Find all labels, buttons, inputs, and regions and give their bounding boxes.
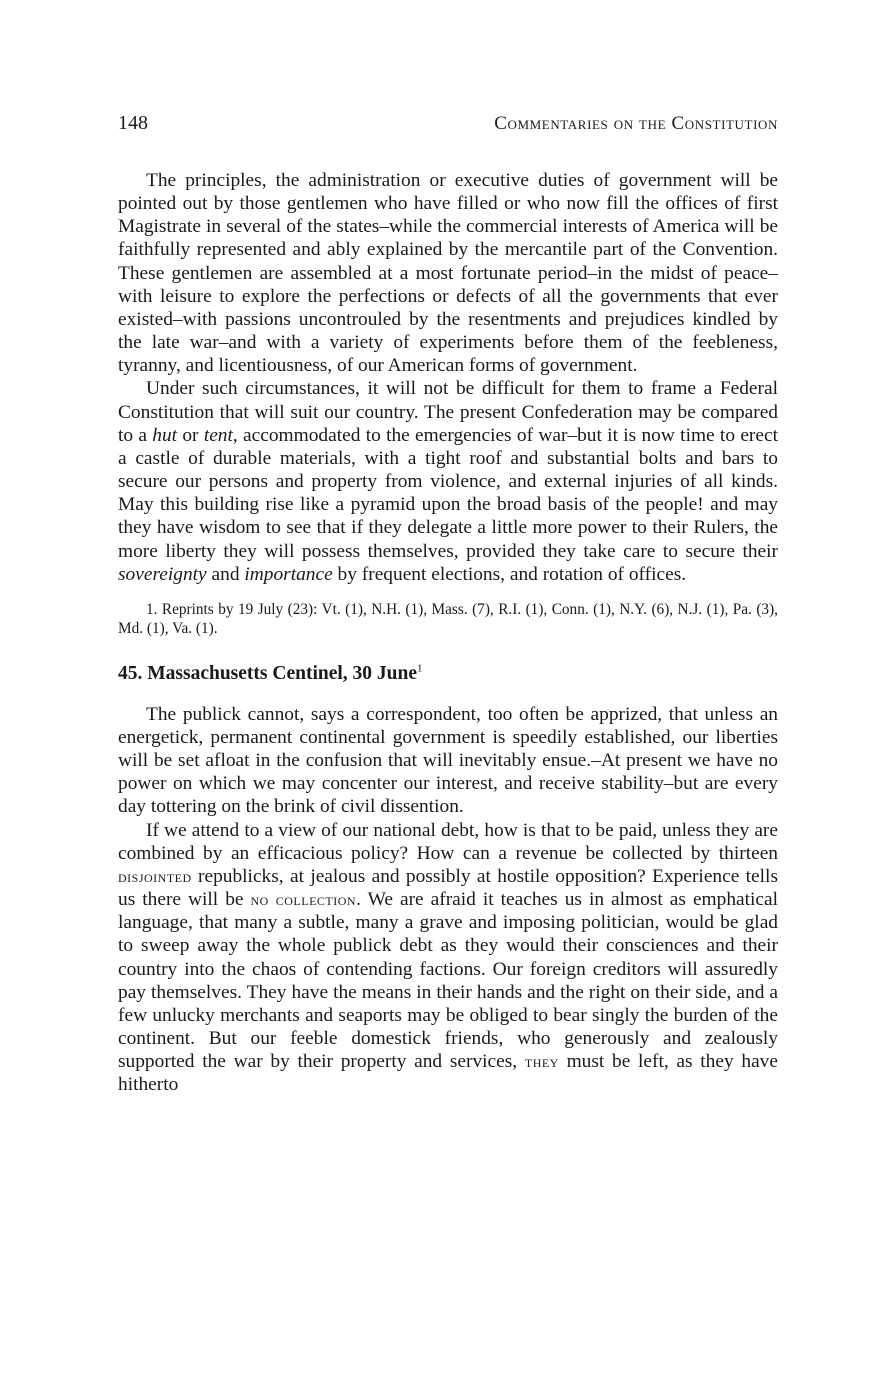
- document-body: [118, 703, 778, 1097]
- smallcaps-no-collection: no collection: [250, 890, 357, 910]
- italic-sovereignty: sovereignty: [118, 563, 207, 585]
- footnote-reprints: 1. Reprints by 19 July (23): Vt. (1), N.H. (1), Mass. (7), R.I. (1), Conn. (1), N.Y. (6), N.J. (1), Pa. (3), Md. (1), Va. (1).: [118, 600, 778, 637]
- paragraph-publick: The publick cannot, says a correspondent, too often be apprized, that unless an energetick, permanent continental government is speedily established, our liberties will be set afloat in the confusion that will inevitably ensue.–At present we have no power on which we may concenter our interest, and receive stability–but are every day tottering on the brink of civil dissention.: [118, 703, 778, 818]
- paragraph-national-debt: If we attend to a view of our national debt, how is that to be paid, unless they are combined by an efficacious policy? How can a revenue be collected by thirteen disjointed republicks, at jealous and possibly at hostile opposition? Experience tells us there will be no collection. We are afraid it teaches us in almost as emphatical language, that many a subtle, many a grave and imposing politician, would be glad to sweep away the whole publick debt as they would their consciences and their country into the chaos of contending factions. Our foreign creditors will assuredly pay themselves. They have the means in their hands and the right on their side, and a few unlucky merchants and seaports may be obliged to bear singly the burden of the continent. But our feeble domestick friends, who generously and zealously supported the war by their property and services, they must be left, as they have hitherto: [118, 819, 779, 1096]
- running-title: Commentaries on the Constitution: [494, 113, 778, 134]
- paragraph-principles: The principles, the administration or executive duties of government will be pointed out by those gentlemen who have filled or who now fill the offices of first Magistrate in several of the states–while the commercial interests of America will be faithfully represented and ably explained by the mercantile part of the Convention. These gentlemen are assembled at a most fortunate period–in the midst of peace–with leisure to explore the perfections or defects of all the governments that ever existed–with passions uncontrouled by the resentments and prejudices kindled by the late war–and with a variety of experiments before them of the feebleness, tyranny, and licentiousness, of our American forms of government.: [118, 170, 778, 377]
- document-heading: [118, 662, 778, 686]
- running-head: [118, 112, 778, 148]
- document-title: 45. Massachusetts Centinel, 30 June: [118, 662, 418, 684]
- page-number: 148: [118, 112, 148, 134]
- paragraph-circumstances: Under such circumstances, it will not be difficult for them to frame a Federal Constitution that will suit our country. The present Confederation may be compared to a hut or tent, accommodated to the emergencies of war–but it is now time to erect a castle of durable materials, with a tight roof and substantial bolts and bars to secure our persons and property from violence, and external injuries of all kinds. May this building rise like a pyramid upon the broad basis of the people! and may they have wisdom to see that if they delegate a little more power to their Rulers, the more liberty they will possess themselves, provided they take care to secure their sovereignty and importance by frequent elections, and rotation of offices.: [118, 378, 778, 585]
- book-page: [118, 112, 778, 1096]
- italic-tent: tent: [203, 424, 233, 446]
- smallcaps-they: they: [524, 1052, 559, 1072]
- footnote-marker: 1: [417, 662, 423, 675]
- continued-text: [118, 169, 778, 586]
- italic-importance: importance: [244, 563, 333, 585]
- italic-hut: hut: [152, 424, 178, 446]
- smallcaps-disjointed: disjointed: [118, 866, 192, 886]
